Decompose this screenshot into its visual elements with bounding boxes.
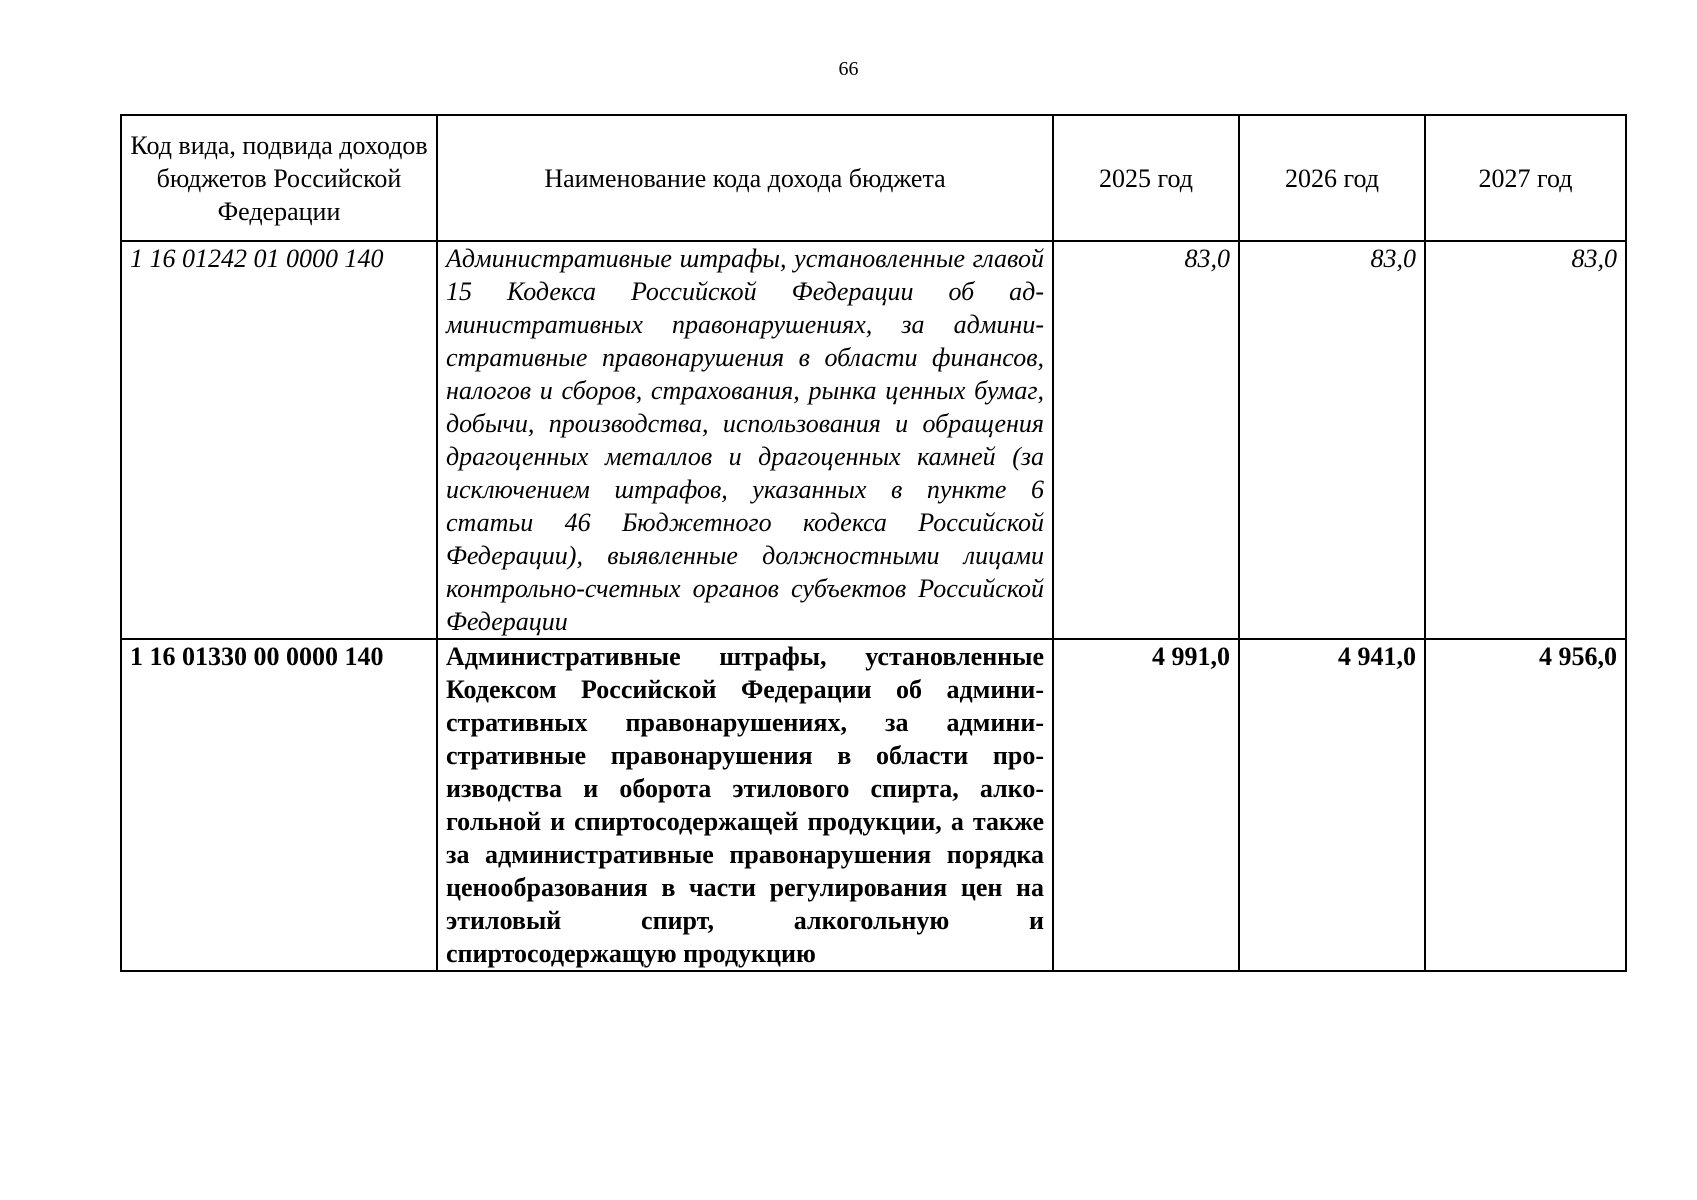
row-amount-2027: 4 956,0	[1425, 639, 1626, 971]
header-code: Код вида, подвида доходов бюджетов Российской Федерации	[121, 115, 437, 241]
row-code: 1 16 01330 00 0000 140	[121, 639, 437, 971]
row-amount-2025: 83,0	[1053, 241, 1239, 639]
row-code: 1 16 01242 01 0000 140	[121, 241, 437, 639]
header-year-2025: 2025 год	[1053, 115, 1239, 241]
row-name: Административные штрафы, установленные главой 15 Кодекса Российской Федерации об административных правонарушениях, за административные правонарушения в области финансов, налогов и сборов, страхования, рынка ценных бумаг, добычи, производства, использования и обращения драгоценных металлов и драгоценных камней (за исключением штрафов, указанных в пункте 6 статьи 46 Бюджетного кодекса Российской Федерации), выявленные должностными лицами контрольно-счетных органов субъектов Российской Федерации	[437, 241, 1053, 639]
table-header-row	[121, 115, 1626, 241]
row-amount-2026: 4 941,0	[1239, 639, 1425, 971]
table-row	[121, 241, 1626, 639]
row-name: Административные штрафы, установленные Кодексом Российской Федерации об административных правонарушениях, за административные правонарушения в области производства и оборота этилового спирта, алкогольной и спиртосодержащей продукции, а также за административные правонарушения порядка ценообразования в части регулирования цен на этиловый спирт, алкогольную и спиртосодержащую продукцию	[437, 639, 1053, 971]
header-year-2026: 2026 год	[1239, 115, 1425, 241]
revenue-table	[120, 114, 1627, 972]
page-number: 66	[838, 58, 859, 80]
header-name: Наименование кода дохода бюджета	[437, 115, 1053, 241]
row-amount-2026: 83,0	[1239, 241, 1425, 639]
table-row	[121, 639, 1626, 971]
row-amount-2027: 83,0	[1425, 241, 1626, 639]
row-amount-2025: 4 991,0	[1053, 639, 1239, 971]
header-year-2027: 2027 год	[1425, 115, 1626, 241]
